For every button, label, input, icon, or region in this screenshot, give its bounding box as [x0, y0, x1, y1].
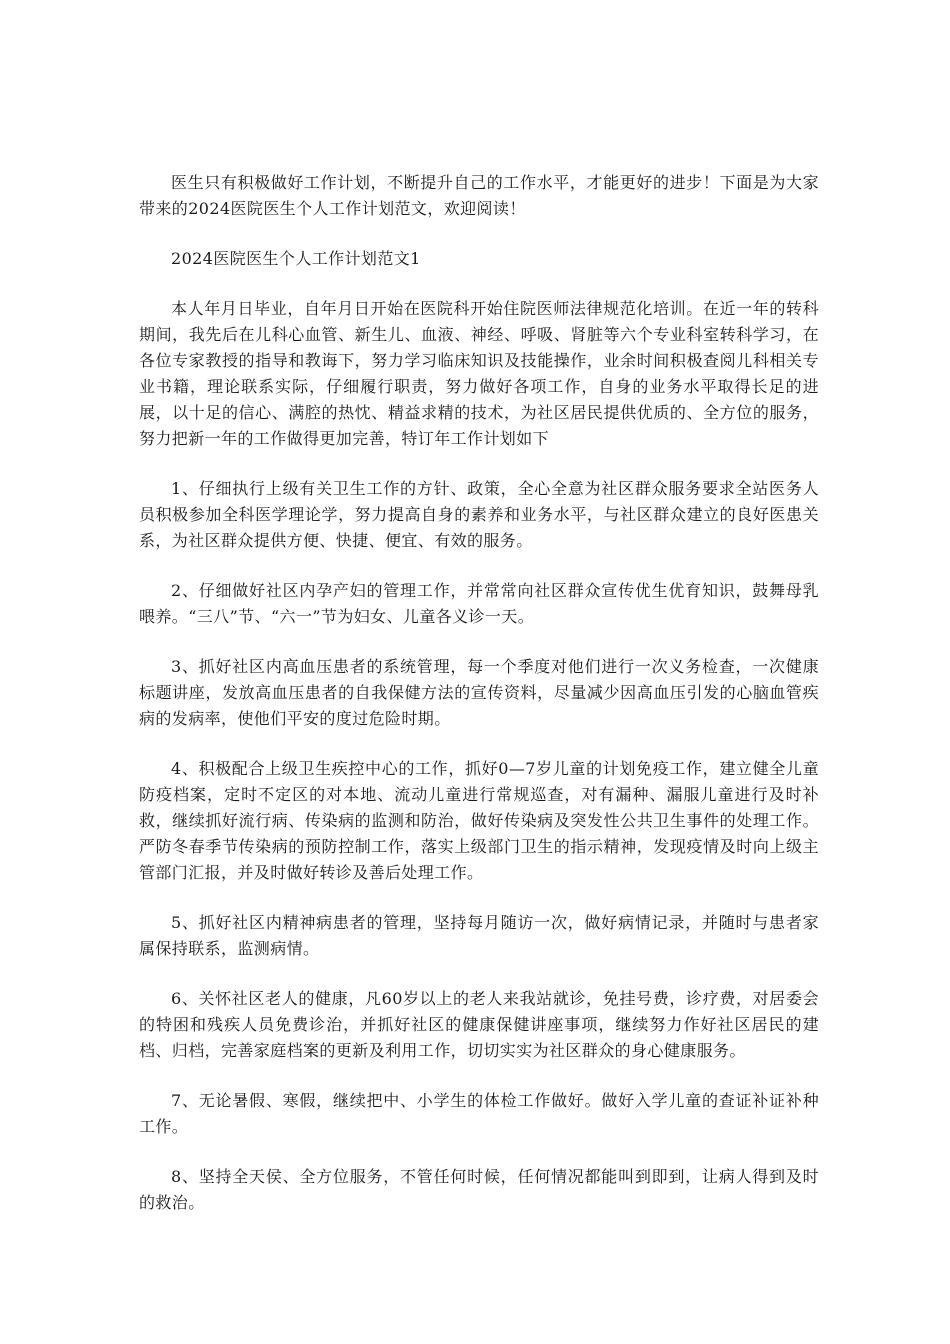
plan-item-2: 2、仔细做好社区内孕产妇的管理工作，并常常向社区群众宣传优生优育知识，鼓舞母乳喂养。“三八”节、“六一”节为妇女、儿童各义诊一天。 — [139, 581, 819, 626]
plan-item-6: 6、关怀社区老人的健康，凡60岁以上的老人来我站就诊，免挂号费，诊疗费，对居委会的特困和残疾人员免费诊治，并抓好社区的健康保健讲座事项，继续努力作好社区居民的建档、归档，完善家庭档案的更新及利用工作，切切实实为社区群众的身心健康服务。 — [139, 989, 819, 1060]
document-page — [139, 170, 819, 1240]
intro-paragraph: 医生只有积极做好工作计划，不断提升自己的工作水平，才能更好的进步！下面是为大家带来的2024医院医生个人工作计划范文，欢迎阅读！ — [139, 173, 819, 218]
plan-item-8: 8、坚持全天侯、全方位服务，不管任何时候，任何情况都能叫到即到，让病人得到及时的救治。 — [139, 1167, 819, 1212]
plan-item-7: 7、无论暑假、寒假，继续把中、小学生的体检工作做好。做好入学儿童的查证补证补种工作。 — [139, 1091, 819, 1136]
plan-item-5: 5、抓好社区内精神病患者的管理，坚持每月随访一次，做好病情记录，并随时与患者家属保持联系，监测病情。 — [139, 913, 819, 958]
opening-paragraph: 本人年月日毕业，自年月日开始在医院科开始住院医师法律规范化培训。在近一年的转科期间，我先后在儿科心血管、新生儿、血液、神经、呼吸、肾脏等六个专业科室转科学习，在各位专家教授的指导和教诲下，努力学习临床知识及技能操作，业余时间积极查阅儿科相关专业书籍，理论联系实际，仔细履行职责，努力做好各项工作，自身的业务水平取得长足的进展，以十足的信心、满腔的热忱、精益求精的技术，为社区居民提供优质的、全方位的服务，努力把新一年的工作做得更加完善，特订年工作计划如下 — [139, 299, 819, 448]
plan-item-4: 4、积极配合上级卫生疾控中心的工作，抓好0—7岁儿童的计划免疫工作，建立健全儿童防疫档案，定时不定区的对本地、流动儿童进行常规巡查，对有漏种、漏服儿童进行及时补救，继续抓好流行病、传染病的监测和防治，做好传染病及突发性公共卫生事件的处理工作。严防冬春季节传染病的预防控制工作，落实上级部门卫生的指示精神，发现疫情及时向上级主管部门汇报，并及时做好转诊及善后处理工作。 — [139, 759, 819, 882]
section-heading: 2024医院医生个人工作计划范文1 — [171, 249, 421, 268]
plan-item-1: 1、仔细执行上级有关卫生工作的方针、政策，全心全意为社区群众服务要求全站医务人员积极参加全科医学理论学，努力提高自身的素养和业务水平，与社区群众建立的良好医患关系，为社区群众提供方便、快捷、便宜、有效的服务。 — [139, 479, 819, 550]
plan-item-3: 3、抓好社区内高血压患者的系统管理，每一个季度对他们进行一次义务检查，一次健康标题讲座，发放高血压患者的自我保健方法的宣传资料，尽量减少因高血压引发的心脑血管疾病的发病率，使他们平安的度过危险时期。 — [139, 657, 819, 728]
